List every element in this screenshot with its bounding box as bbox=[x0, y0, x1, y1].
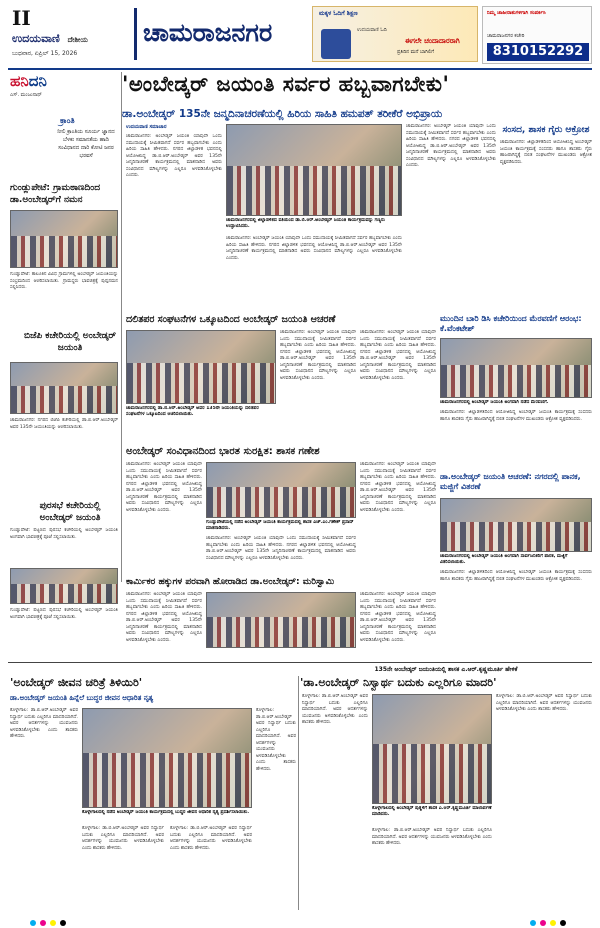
poem-title: ಕ್ರಾಂತಿ bbox=[60, 116, 75, 125]
paper-title: ಉದಯವಾಣಿ bbox=[12, 32, 60, 45]
column-divider bbox=[121, 72, 122, 582]
center-story-3-body-col2: ಚಾಮರಾಜನಗರ: ಅಂಬೇಡ್ಕರ್ ಜಯಂತಿ ಯಾವುದೇ ಒಂದು ಸಮುದಾಯಕ್ಕೆ ಸೀಮಿತವಾಗದೆ ಸರ್ವರ ಹಬ್ಬವಾಗಬೇಕು ಎಂದು ಹಿರಿಯ ಸಾಹಿತಿ ಹೇಳಿದರು. ನಗರದ ಜಿಲ್ಲಾಡಳಿತ ಭವನದಲ್ಲಿ ಆಯೋಜಿಸಿದ್ದ ಡಾ.ಬಿ.ಆರ್.ಅಂಬೇಡ್ಕರ್ ಅವರ 135ನೇ ಜನ್ಮದಿನಾಚರಣೆ ಕಾರ್ಯಕ್ರಮದಲ್ಲಿ ಮಾತನಾಡಿದ ಅವರು ಸಂವಿಧಾನದ ಮೌಲ್ಯಗಳನ್ನು ಎಲ್ಲರೂ ಅಳವಡಿಸಿಕೊಳ್ಳಬೇಕು ಎಂದರು. bbox=[360, 592, 436, 643]
black-mark bbox=[560, 920, 566, 926]
left-story-3-headline: ಪುರಸಭೆ ಕಚೇರಿಯಲ್ಲಿ ಅಂಬೇಡ್ಕರ್ ಜಯಂತಿ bbox=[39, 501, 101, 523]
ad-line: ನಿಮ್ಮ ಜಾಹೀರಾತುಗಳಿಗಾಗಿ ಸಂಪರ್ಕಿಸಿ bbox=[487, 10, 546, 16]
phone-number: 8310152292 bbox=[487, 43, 589, 61]
bottom-rule bbox=[8, 662, 592, 663]
bottom-right-body: ಕೊಳ್ಳೇಗಾಲ: ಡಾ.ಬಿ.ಆರ್.ಅಂಬೇಡ್ಕರ್ ಅವರ ನಿಸ್ವಾರ್ಥ ಬದುಕು ಎಲ್ಲರಿಗೂ ಮಾದರಿಯಾಗಿದೆ. ಅವರ ಆದರ್ಶಗಳನ್ನು ಯುವಜನರು ಅಳವಡಿಸಿಕೊಳ್ಳಬೇಕು ಎಂದು ಶಾಸಕರು ಹೇಳಿದರು. bbox=[302, 694, 368, 725]
left-story-1-headline: ಗುಂಡ್ಲುಪೇಟೆ: ಗ್ರಾಮಠಾಣದಿಂದ ಡಾ.ಅಂಬೇಡ್ಕರ್‌ಗೆ ನಮನ bbox=[10, 183, 101, 205]
bottom-left-photo bbox=[82, 708, 252, 808]
left-story-1-photo bbox=[10, 210, 118, 268]
logo-part: ದನಿ bbox=[28, 72, 47, 90]
main-story-body-col1: ಚಾಮರಾಜನಗರ: ಅಂಬೇಡ್ಕರ್ ಜಯಂತಿ ಯಾವುದೇ ಒಂದು ಸಮುದಾಯಕ್ಕೆ ಸೀಮಿತವಾಗದೆ ಸರ್ವರ ಹಬ್ಬವಾಗಬೇಕು ಎಂದು ಹಿರಿಯ ಸಾಹಿತಿ ಹೇಳಿದರು. ನಗರದ ಜಿಲ್ಲಾಡಳಿತ ಭವನದಲ್ಲಿ ಆಯೋಜಿಸಿದ್ದ ಡಾ.ಬಿ.ಆರ್.ಅಂಬೇಡ್ಕರ್ ಅವರ 135ನೇ ಜನ್ಮದಿನಾಚರಣೆ ಕಾರ್ಯಕ್ರಮದಲ್ಲಿ ಮಾತನಾಡಿದ ಅವರು ಸಂವಿಧಾನದ ಮೌಲ್ಯಗಳನ್ನು ಎಲ್ಲರೂ ಅಳವಡಿಸಿಕೊಳ್ಳಬೇಕು ಎಂದರು. bbox=[126, 134, 222, 178]
bottom-left-headline: 'ಅಂಬೇಡ್ಕರ್ ಜೀವನ ಚರಿತ್ರೆ ತಿಳಿಯಿರಿ' bbox=[10, 676, 143, 689]
center-story-2-body: ಚಾಮರಾಜನಗರ: ಅಂಬೇಡ್ಕರ್ ಜಯಂತಿ ಯಾವುದೇ ಒಂದು ಸಮುದಾಯಕ್ಕೆ ಸೀಮಿತವಾಗದೆ ಸರ್ವರ ಹಬ್ಬವಾಗಬೇಕು ಎಂದು ಹಿರಿಯ ಸಾಹಿತಿ ಹೇಳಿದರು. ನಗರದ ಜಿಲ್ಲಾಡಳಿತ ಭವನದಲ್ಲಿ ಆಯೋಜಿಸಿದ್ದ ಡಾ.ಬಿ.ಆರ್.ಅಂಬೇಡ್ಕರ್ ಅವರ 135ನೇ ಜನ್ಮದಿನಾಚರಣೆ ಕಾರ್ಯಕ್ರಮದಲ್ಲಿ ಮಾತನಾಡಿದ ಅವರು ಸಂವಿಧಾನದ ಮೌಲ್ಯಗಳನ್ನು ಎಲ್ಲರೂ ಅಳವಡಿಸಿಕೊಳ್ಳಬೇಕು ಎಂದರು. bbox=[126, 462, 202, 513]
center-story-3-body: ಚಾಮರಾಜನಗರ: ಅಂಬೇಡ್ಕರ್ ಜಯಂತಿ ಯಾವುದೇ ಒಂದು ಸಮುದಾಯಕ್ಕೆ ಸೀಮಿತವಾಗದೆ ಸರ್ವರ ಹಬ್ಬವಾಗಬೇಕು ಎಂದು ಹಿರಿಯ ಸಾಹಿತಿ ಹೇಳಿದರು. ನಗರದ ಜಿಲ್ಲಾಡಳಿತ ಭವನದಲ್ಲಿ ಆಯೋಜಿಸಿದ್ದ ಡಾ.ಬಿ.ಆರ್.ಅಂಬೇಡ್ಕರ್ ಅವರ 135ನೇ ಜನ್ಮದಿನಾಚರಣೆ ಕಾರ್ಯಕ್ರಮದಲ್ಲಿ ಮಾತನಾಡಿದ ಅವರು ಸಂವಿಧಾನದ ಮೌಲ್ಯಗಳನ್ನು ಎಲ್ಲರೂ ಅಳವಡಿಸಿಕೊಳ್ಳಬೇಕು ಎಂದರು. bbox=[126, 592, 202, 643]
center-story-2-caption: ಗುಂಡ್ಲುಪೇಟೆಯಲ್ಲಿ ನಡೆದ ಅಂಬೇಡ್ಕರ್ ಜಯಂತಿ ಕಾರ್ಯಕ್ರಮದಲ್ಲಿ ಶಾಸಕ ಎಚ್.ಎಂ.ಗಣೇಶ್ ಪ್ರಸಾದ್ ಮಾತನಾಡಿದರು. bbox=[206, 520, 354, 531]
bottom-left-subhead: ಡಾ.ಅಂಬೇಡ್ಕರ್ ಜಯಂತಿ ಹಿನ್ನೆಲೆ ಬುದ್ಧರ ಜೀವನ ಆಧಾರಿತ ನೃತ್ಯ bbox=[10, 694, 154, 702]
main-headline: 'ಅಂಬೇಡ್ಕರ್ ಜಯಂತಿ ಸರ್ವರ ಹಬ್ಬವಾಗಬೇಕು' bbox=[122, 72, 450, 96]
right-story-2-photo bbox=[440, 338, 592, 398]
bottom-right-headline: 'ಡಾ.ಅಂಬೇಡ್ಕರ್ ನಿಸ್ವಾರ್ಥ ಬದುಕು ಎಲ್ಲರಿಗೂ ಮಾದರಿ' bbox=[300, 676, 497, 689]
left-story-2-body: ಚಾಮರಾಜನಗರ: ನಗರದ ಬಿಜೆಪಿ ಕಚೇರಿಯಲ್ಲಿ ಡಾ.ಬಿ.ಆರ್.ಅಂಬೇಡ್ಕರ್ ಅವರ 135ನೇ ಜಯಂತಿಯನ್ನು ಆಚರಿಸಲಾಯಿತು. bbox=[10, 418, 118, 430]
bottom-left-body-col3: ಕೊಳ್ಳೇಗಾಲ: ಡಾ.ಬಿ.ಆರ್.ಅಂಬೇಡ್ಕರ್ ಅವರ ನಿಸ್ವಾರ್ಥ ಬದುಕು ಎಲ್ಲರಿಗೂ ಮಾದರಿಯಾಗಿದೆ. ಅವರ ಆದರ್ಶಗಳನ್ನು ಯುವಜನರು ಅಳವಡಿಸಿಕೊಳ್ಳಬೇಕು ಎಂದು ಶಾಸಕರು ಹೇಳಿದರು. bbox=[170, 826, 252, 851]
poem-text: ನೀಲಿ ಕ್ರಾಂತಿಯ ಸೂರ್ಯ ಜ್ಞಾನದ ಬೆಳಕು ಸಮಾನತೆಯ ಹಾದಿ ಸಂವಿಧಾನದ ದಾರಿ ಕೋಟಿ ಜನರ ಭರವಸೆ bbox=[57, 129, 115, 159]
phone-graphic bbox=[321, 29, 351, 59]
edition-title: ಚಾಮರಾಜನಗರ bbox=[134, 8, 308, 60]
dateline: ಬುಧವಾರ, ಏಪ್ರಿಲ್ 15, 2026 bbox=[12, 50, 78, 57]
bottom-right-photo bbox=[372, 694, 492, 804]
right-story-1-headline: ಸಂಸದ, ಶಾಸಕ ಗೈರು ಆಕ್ರೋಶ bbox=[502, 125, 590, 135]
center-story-1-photo bbox=[126, 330, 276, 404]
center-story-1-headline: ದಲಿತಪರ ಸಂಘಟನೆಗಳ ಒಕ್ಕೂಟದಿಂದ ಅಂಬೇಡ್ಕರ್ ಜಯಂತಿ ಆಚರಣೆ bbox=[126, 314, 336, 325]
center-story-3-headline: ಕಾರ್ಮಿಕರ ಹಕ್ಕುಗಳ ಪರವಾಗಿ ಹೋರಾಡಿದ ಡಾ.ಅಂಬೇಡ್ಕರ್: ಮರಿಸ್ವಾಮಿ bbox=[126, 577, 335, 587]
right-story-3-caption: ಚಾಮರಾಜನಗರದಲ್ಲಿ ಅಂಬೇಡ್ಕರ್ ಜಯಂತಿ ಅಂಗವಾಗಿ ಸಾರ್ವಜನಿಕರಿಗೆ ಪಾನಕ, ಮಜ್ಜಿಗೆ ವಿತರಿಸಲಾಯಿತು. bbox=[440, 554, 568, 565]
right-story-2-body: ಚಾಮರಾಜನಗರ: ಜಿಲ್ಲಾಡಳಿತದಿಂದ ಆಯೋಜಿಸಿದ್ದ ಅಂಬೇಡ್ಕರ್ ಜಯಂತಿ ಕಾರ್ಯಕ್ರಮಕ್ಕೆ ಸಂಸದರು ಹಾಗೂ ಶಾಸಕರು ಗೈರು ಹಾಜರಾಗಿದ್ದಕ್ಕೆ ದಲಿತ ಸಂಘಟನೆಗಳ ಮುಖಂಡರು ಆಕ್ರೋಶ ವ್ಯಕ್ತಪಡಿಸಿದರು. bbox=[440, 410, 592, 422]
ad-line: ಉದಯವಾಣಿ ಓದಿ bbox=[357, 27, 387, 33]
right-story-3-body: ಚಾಮರಾಜನಗರ: ಜಿಲ್ಲಾಡಳಿತದಿಂದ ಆಯೋಜಿಸಿದ್ದ ಅಂಬೇಡ್ಕರ್ ಜಯಂತಿ ಕಾರ್ಯಕ್ರಮಕ್ಕೆ ಸಂಸದರು ಹಾಗೂ ಶಾಸಕರು ಗೈರು ಹಾಜರಾಗಿದ್ದಕ್ಕೆ ದಲಿತ ಸಂಘಟನೆಗಳ ಮುಖಂಡರು ಆಕ್ರೋಶ ವ್ಯಕ್ತಪಡಿಸಿದರು. bbox=[440, 570, 592, 582]
yellow-mark bbox=[550, 920, 556, 926]
right-story-3-photo bbox=[440, 498, 592, 552]
magenta-mark bbox=[540, 920, 546, 926]
left-story-3-body-cont: ಗುಂಡ್ಲುಪೇಟೆ: ಪಟ್ಟಣದ ಪುರಸಭೆ ಕಚೇರಿಯಲ್ಲಿ ಅಂಬೇಡ್ಕರ್ ಜಯಂತಿ ಅಂಗವಾಗಿ ಭಾವಚಿತ್ರಕ್ಕೆ ಪೂಜೆ ಸಲ್ಲಿಸಲಾಯಿತು. bbox=[10, 608, 118, 620]
masthead bbox=[8, 4, 592, 66]
ad-line: ಈಗಲೇ ಚಂದಾದಾರರಾಗಿ bbox=[405, 37, 460, 45]
magenta-mark bbox=[40, 920, 46, 926]
cyan-mark bbox=[30, 920, 36, 926]
bottom-left-body-col2: ಕೊಳ್ಳೇಗಾಲ: ಡಾ.ಬಿ.ಆರ್.ಅಂಬೇಡ್ಕರ್ ಅವರ ನಿಸ್ವಾರ್ಥ ಬದುಕು ಎಲ್ಲರಿಗೂ ಮಾದರಿಯಾಗಿದೆ. ಅವರ ಆದರ್ಶಗಳನ್ನು ಯುವಜನರು ಅಳವಡಿಸಿಕೊಳ್ಳಬೇಕು ಎಂದು ಶಾಸಕರು ಹೇಳಿದರು. bbox=[82, 826, 164, 851]
logo-part: ಹನಿ bbox=[10, 72, 29, 90]
page-number: II bbox=[12, 6, 31, 30]
right-story-1-body: ಚಾಮರಾಜನಗರ: ಜಿಲ್ಲಾಡಳಿತದಿಂದ ಆಯೋಜಿಸಿದ್ದ ಅಂಬೇಡ್ಕರ್ ಜಯಂತಿ ಕಾರ್ಯಕ್ರಮಕ್ಕೆ ಸಂಸದರು ಹಾಗೂ ಶಾಸಕರು ಗೈರು ಹಾಜರಾಗಿದ್ದಕ್ಕೆ ದಲಿತ ಸಂಘಟನೆಗಳ ಮುಖಂಡರು ಆಕ್ರೋಶ ವ್ಯಕ್ತಪಡಿಸಿದರು. bbox=[500, 140, 592, 165]
main-story-photo bbox=[226, 124, 402, 216]
center-story-3-photo bbox=[206, 592, 356, 648]
ad-line: ಚಾಮರಾಜನಗರ ಕಚೇರಿ bbox=[487, 33, 525, 39]
cyan-mark bbox=[530, 920, 536, 926]
masthead-rule bbox=[8, 68, 592, 70]
center-story-1-body: ಚಾಮರಾಜನಗರ: ಅಂಬೇಡ್ಕರ್ ಜಯಂತಿ ಯಾವುದೇ ಒಂದು ಸಮುದಾಯಕ್ಕೆ ಸೀಮಿತವಾಗದೆ ಸರ್ವರ ಹಬ್ಬವಾಗಬೇಕು ಎಂದು ಹಿರಿಯ ಸಾಹಿತಿ ಹೇಳಿದರು. ನಗರದ ಜಿಲ್ಲಾಡಳಿತ ಭವನದಲ್ಲಿ ಆಯೋಜಿಸಿದ್ದ ಡಾ.ಬಿ.ಆರ್.ಅಂಬೇಡ್ಕರ್ ಅವರ 135ನೇ ಜನ್ಮದಿನಾಚರಣೆ ಕಾರ್ಯಕ್ರಮದಲ್ಲಿ ಮಾತನಾಡಿದ ಅವರು ಸಂವಿಧಾನದ ಮೌಲ್ಯಗಳನ್ನು ಎಲ್ಲರೂ ಅಳವಡಿಸಿಕೊಳ್ಳಬೇಕು ಎಂದರು. bbox=[280, 330, 356, 381]
yellow-mark bbox=[50, 920, 56, 926]
paper-tagline: ದೇಶೀಯ bbox=[67, 35, 88, 44]
black-mark bbox=[60, 920, 66, 926]
right-story-3-headline: ಡಾ.ಅಂಬೇಡ್ಕರ್ ಜಯಂತಿ ಆಚರಣೆ: ನಗರದಲ್ಲಿ ಪಾನಕ, ಮಜ್ಜಿಗೆ ವಿತರಣೆ bbox=[440, 472, 581, 491]
bottom-right-body-col2: ಕೊಳ್ಳೇಗಾಲ: ಡಾ.ಬಿ.ಆರ್.ಅಂಬೇಡ್ಕರ್ ಅವರ ನಿಸ್ವಾರ್ಥ ಬದುಕು ಎಲ್ಲರಿಗೂ ಮಾದರಿಯಾಗಿದೆ. ಅವರ ಆದರ್ಶಗಳನ್ನು ಯುವಜನರು ಅಳವಡಿಸಿಕೊಳ್ಳಬೇಕು ಎಂದು ಶಾಸಕರು ಹೇಳಿದರು. bbox=[372, 828, 492, 846]
main-story-kicker: ಉದಯವಾಣಿ ಸಮಾಚಾರ bbox=[126, 124, 167, 130]
center-story-2-body-col2: ಚಾಮರಾಜನಗರ: ಅಂಬೇಡ್ಕರ್ ಜಯಂತಿ ಯಾವುದೇ ಒಂದು ಸಮುದಾಯಕ್ಕೆ ಸೀಮಿತವಾಗದೆ ಸರ್ವರ ಹಬ್ಬವಾಗಬೇಕು ಎಂದು ಹಿರಿಯ ಸಾಹಿತಿ ಹೇಳಿದರು. ನಗರದ ಜಿಲ್ಲಾಡಳಿತ ಭವನದಲ್ಲಿ ಆಯೋಜಿಸಿದ್ದ ಡಾ.ಬಿ.ಆರ್.ಅಂಬೇಡ್ಕರ್ ಅವರ 135ನೇ ಜನ್ಮದಿನಾಚರಣೆ ಕಾರ್ಯಕ್ರಮದಲ್ಲಿ ಮಾತನಾಡಿದ ಅವರು ಸಂವಿಧಾನದ ಮೌಲ್ಯಗಳನ್ನು ಎಲ್ಲರೂ ಅಳವಡಿಸಿಕೊಳ್ಳಬೇಕು ಎಂದರು. bbox=[206, 536, 356, 561]
center-story-1-body-col2: ಚಾಮರಾಜನಗರ: ಅಂಬೇಡ್ಕರ್ ಜಯಂತಿ ಯಾವುದೇ ಒಂದು ಸಮುದಾಯಕ್ಕೆ ಸೀಮಿತವಾಗದೆ ಸರ್ವರ ಹಬ್ಬವಾಗಬೇಕು ಎಂದು ಹಿರಿಯ ಸಾಹಿತಿ ಹೇಳಿದರು. ನಗರದ ಜಿಲ್ಲಾಡಳಿತ ಭವನದಲ್ಲಿ ಆಯೋಜಿಸಿದ್ದ ಡಾ.ಬಿ.ಆರ್.ಅಂಬೇಡ್ಕರ್ ಅವರ 135ನೇ ಜನ್ಮದಿನಾಚರಣೆ ಕಾರ್ಯಕ್ರಮದಲ್ಲಿ ಮಾತನಾಡಿದ ಅವರು ಸಂವಿಧಾನದ ಮೌಲ್ಯಗಳನ್ನು ಎಲ್ಲರೂ ಅಳವಡಿಸಿಕೊಳ್ಳಬೇಕು ಎಂದರು. bbox=[360, 330, 436, 381]
right-story-2-caption: ಚಾಮರಾಜನಗರದಲ್ಲಿ ಅಂಬೇಡ್ಕರ್ ಜಯಂತಿ ಅಂಗವಾಗಿ ನಡೆದ ಮೆರವಣಿಗೆ. bbox=[440, 400, 549, 405]
bottom-divider bbox=[298, 676, 299, 910]
bottom-left-body: ಕೊಳ್ಳೇಗಾಲ: ಡಾ.ಬಿ.ಆರ್.ಅಂಬೇಡ್ಕರ್ ಅವರ ನಿಸ್ವಾರ್ಥ ಬದುಕು ಎಲ್ಲರಿಗೂ ಮಾದರಿಯಾಗಿದೆ. ಅವರ ಆದರ್ಶಗಳನ್ನು ಯುವಜನರು ಅಳವಡಿಸಿಕೊಳ್ಳಬೇಕು ಎಂದು ಶಾಸಕರು ಹೇಳಿದರು. bbox=[10, 708, 78, 739]
ad-line: ಮಕ್ಕಳ ಓದಿಗೆ ಶಿಕ್ಷಣ bbox=[319, 10, 358, 17]
column-logo bbox=[10, 72, 120, 90]
hanidani-column bbox=[10, 72, 120, 112]
center-story-2-headline: ಅಂಬೇಡ್ಕರ್ ಸಂವಿಧಾನದಿಂದ ಭಾರತ ಸುರಕ್ಷಿತ: ಶಾಸಕ ಗಣೇಶ bbox=[126, 446, 320, 457]
bottom-right-body-col3: ಕೊಳ್ಳೇಗಾಲ: ಡಾ.ಬಿ.ಆರ್.ಅಂಬೇಡ್ಕರ್ ಅವರ ನಿಸ್ವಾರ್ಥ ಬದುಕು ಎಲ್ಲರಿಗೂ ಮಾದರಿಯಾಗಿದೆ. ಅವರ ಆದರ್ಶಗಳನ್ನು ಯುವಜನರು ಅಳವಡಿಸಿಕೊಳ್ಳಬೇಕು ಎಂದು ಶಾಸಕರು ಹೇಳಿದರು. bbox=[496, 694, 592, 712]
left-story-2-headline: ಬಿಜೆಪಿ ಕಚೇರಿಯಲ್ಲಿ ಅಂಬೇಡ್ಕರ್ ಜಯಂತಿ bbox=[23, 331, 117, 353]
bottom-left-caption: ಕೊಳ್ಳೇಗಾಲದಲ್ಲಿ ನಡೆದ ಅಂಬೇಡ್ಕರ್ ಜಯಂತಿ ಕಾರ್ಯಕ್ರಮದಲ್ಲಿ ಬುದ್ಧರ ಜೀವನ ಆಧಾರಿತ ನೃತ್ಯ ಪ್ರದರ್ಶಿಸಲಾಯಿತು. bbox=[82, 810, 250, 815]
main-story-caption: ಚಾಮರಾಜನಗರದಲ್ಲಿ ಜಿಲ್ಲಾಡಳಿತದ ವತಿಯಿಂದ ಡಾ.ಬಿ.ಆರ್.ಅಂಬೇಡ್ಕರ್ ಜಯಂತಿ ಕಾರ್ಯಕ್ರಮವನ್ನು ಗಣ್ಯರು ಉದ್ಘಾಟಿಸಿದರು. bbox=[226, 218, 385, 229]
left-story-3-body: ಗುಂಡ್ಲುಪೇಟೆ: ಪಟ್ಟಣದ ಪುರಸಭೆ ಕಚೇರಿಯಲ್ಲಿ ಅಂಬೇಡ್ಕರ್ ಜಯಂತಿ ಅಂಗವಾಗಿ ಭಾವಚಿತ್ರಕ್ಕೆ ಪೂಜೆ ಸಲ್ಲಿಸಲಾಯಿತು. bbox=[10, 528, 118, 540]
bottom-banner: 135ನೇ ಅಂಬೇಡ್ಕರ್ ಜಯಂತಿಯಲ್ಲಿ ಶಾಸಕ ಎ.ಆರ್.ಕೃಷ್ಣಮೂರ್ತಿ ಹೇಳಿಕೆ bbox=[374, 666, 518, 673]
right-story-2-headline: ಮುಂದಿನ ಬಾರಿ ಡಿಸಿ ಕಚೇರಿಯಿಂದ ಮೆರವಣಿಗೆ ಆರಂಭ: ಕೆ.ವೆಂಕಟೇಶ್ bbox=[440, 314, 582, 333]
center-story-2-body-col3: ಚಾಮರಾಜನಗರ: ಅಂಬೇಡ್ಕರ್ ಜಯಂತಿ ಯಾವುದೇ ಒಂದು ಸಮುದಾಯಕ್ಕೆ ಸೀಮಿತವಾಗದೆ ಸರ್ವರ ಹಬ್ಬವಾಗಬೇಕು ಎಂದು ಹಿರಿಯ ಸಾಹಿತಿ ಹೇಳಿದರು. ನಗರದ ಜಿಲ್ಲಾಡಳಿತ ಭವನದಲ್ಲಿ ಆಯೋಜಿಸಿದ್ದ ಡಾ.ಬಿ.ಆರ್.ಅಂಬೇಡ್ಕರ್ ಅವರ 135ನೇ ಜನ್ಮದಿನಾಚರಣೆ ಕಾರ್ಯಕ್ರಮದಲ್ಲಿ ಮಾತನಾಡಿದ ಅವರು ಸಂವಿಧಾನದ ಮೌಲ್ಯಗಳನ್ನು ಎಲ್ಲರೂ ಅಳವಡಿಸಿಕೊಳ್ಳಬೇಕು ಎಂದರು. bbox=[360, 462, 436, 513]
subscription-ad bbox=[312, 6, 478, 62]
main-subhead: ಡಾ.ಅಂಬೇಡ್ಕರ್ 135ನೇ ಜನ್ಮದಿನಾಚರಣೆಯಲ್ಲಿ ಹಿರಿಯ ಸಾಹಿತಿ ಹಮಪತ್ ತರೀಕೆರೆ ಅಭಿಪ್ರಾಯ bbox=[122, 108, 443, 120]
ad-line: ಪ್ರತಿದಿನ ಮನೆ ಬಾಗಿಲಿಗೆ bbox=[397, 49, 435, 55]
left-story-1-body: ಗುಂಡ್ಲುಪೇಟೆ: ತಾಲೂಕಿನ ವಿವಿಧ ಗ್ರಾಮಗಳಲ್ಲಿ ಅಂಬೇಡ್ಕರ್ ಜಯಂತಿಯನ್ನು ಸಂಭ್ರಮದಿಂದ ಆಚರಿಸಲಾಯಿತು. ಗ್ರಾಮಸ್ಥರು ಭಾವಚಿತ್ರಕ್ಕೆ ಪುಷ್ಪನಮನ ಸಲ್ಲಿಸಿದರು. bbox=[10, 272, 118, 290]
left-story-3-photo bbox=[10, 568, 118, 604]
bottom-left-body-col4: ಕೊಳ್ಳೇಗಾಲ: ಡಾ.ಬಿ.ಆರ್.ಅಂಬೇಡ್ಕರ್ ಅವರ ನಿಸ್ವಾರ್ಥ ಬದುಕು ಎಲ್ಲರಿಗೂ ಮಾದರಿಯಾಗಿದೆ. ಅವರ ಆದರ್ಶಗಳನ್ನು ಯುವಜನರು ಅಳವಡಿಸಿಕೊಳ್ಳಬೇಕು ಎಂದು ಶಾಸಕರು ಹೇಳಿದರು. bbox=[256, 708, 296, 772]
center-story-1-caption: ಚಾಮರಾಜನಗರದಲ್ಲಿ ಡಾ.ಬಿ.ಆರ್.ಅಂಬೇಡ್ಕರ್ ಅವರ 135ನೇ ಜಯಂತಿಯನ್ನು ದಲಿತಪರ ಸಂಘಟನೆಗಳ ಒಕ್ಕೂಟದಿಂದ ಆಚರಿಸಲಾಯಿತು. bbox=[126, 406, 259, 417]
left-story-2-photo bbox=[10, 362, 118, 414]
paper-name bbox=[12, 32, 88, 46]
print-registration-strip bbox=[0, 918, 600, 928]
main-story-body-col3: ಚಾಮರಾಜನಗರ: ಅಂಬೇಡ್ಕರ್ ಜಯಂತಿ ಯಾವುದೇ ಒಂದು ಸಮುದಾಯಕ್ಕೆ ಸೀಮಿತವಾಗದೆ ಸರ್ವರ ಹಬ್ಬವಾಗಬೇಕು ಎಂದು ಹಿರಿಯ ಸಾಹಿತಿ ಹೇಳಿದರು. ನಗರದ ಜಿಲ್ಲಾಡಳಿತ ಭವನದಲ್ಲಿ ಆಯೋಜಿಸಿದ್ದ ಡಾ.ಬಿ.ಆರ್.ಅಂಬೇಡ್ಕರ್ ಅವರ 135ನೇ ಜನ್ಮದಿನಾಚರಣೆ ಕಾರ್ಯಕ್ರಮದಲ್ಲಿ ಮಾತನಾಡಿದ ಅವರು ಸಂವಿಧಾನದ ಮೌಲ್ಯಗಳನ್ನು ಎಲ್ಲರೂ ಅಳವಡಿಸಿಕೊಳ್ಳಬೇಕು ಎಂದರು. bbox=[406, 124, 496, 168]
bottom-right-caption: ಕೊಳ್ಳೇಗಾಲದಲ್ಲಿ ಅಂಬೇಡ್ಕರ್ ಪುತ್ಥಳಿಗೆ ಶಾಸಕ ಎ.ಆರ್.ಕೃಷ್ಣಮೂರ್ತಿ ಮಾಲಾರ್ಪಣೆ ಮಾಡಿದರು. bbox=[372, 806, 492, 817]
center-story-2-photo bbox=[206, 462, 356, 518]
main-story-body-col2: ಚಾಮರಾಜನಗರ: ಅಂಬೇಡ್ಕರ್ ಜಯಂತಿ ಯಾವುದೇ ಒಂದು ಸಮುದಾಯಕ್ಕೆ ಸೀಮಿತವಾಗದೆ ಸರ್ವರ ಹಬ್ಬವಾಗಬೇಕು ಎಂದು ಹಿರಿಯ ಸಾಹಿತಿ ಹೇಳಿದರು. ನಗರದ ಜಿಲ್ಲಾಡಳಿತ ಭವನದಲ್ಲಿ ಆಯೋಜಿಸಿದ್ದ ಡಾ.ಬಿ.ಆರ್.ಅಂಬೇಡ್ಕರ್ ಅವರ 135ನೇ ಜನ್ಮದಿನಾಚರಣೆ ಕಾರ್ಯಕ್ರಮದಲ್ಲಿ ಮಾತನಾಡಿದ ಅವರು ಸಂವಿಧಾನದ ಮೌಲ್ಯಗಳನ್ನು ಎಲ್ಲರೂ ಅಳವಡಿಸಿಕೊಳ್ಳಬೇಕು ಎಂದರು. bbox=[226, 236, 402, 261]
advertising-contact-ad bbox=[482, 6, 592, 64]
column-byline: ಎಸ್. ಮಂಜುನಾಥ್ bbox=[10, 92, 42, 98]
